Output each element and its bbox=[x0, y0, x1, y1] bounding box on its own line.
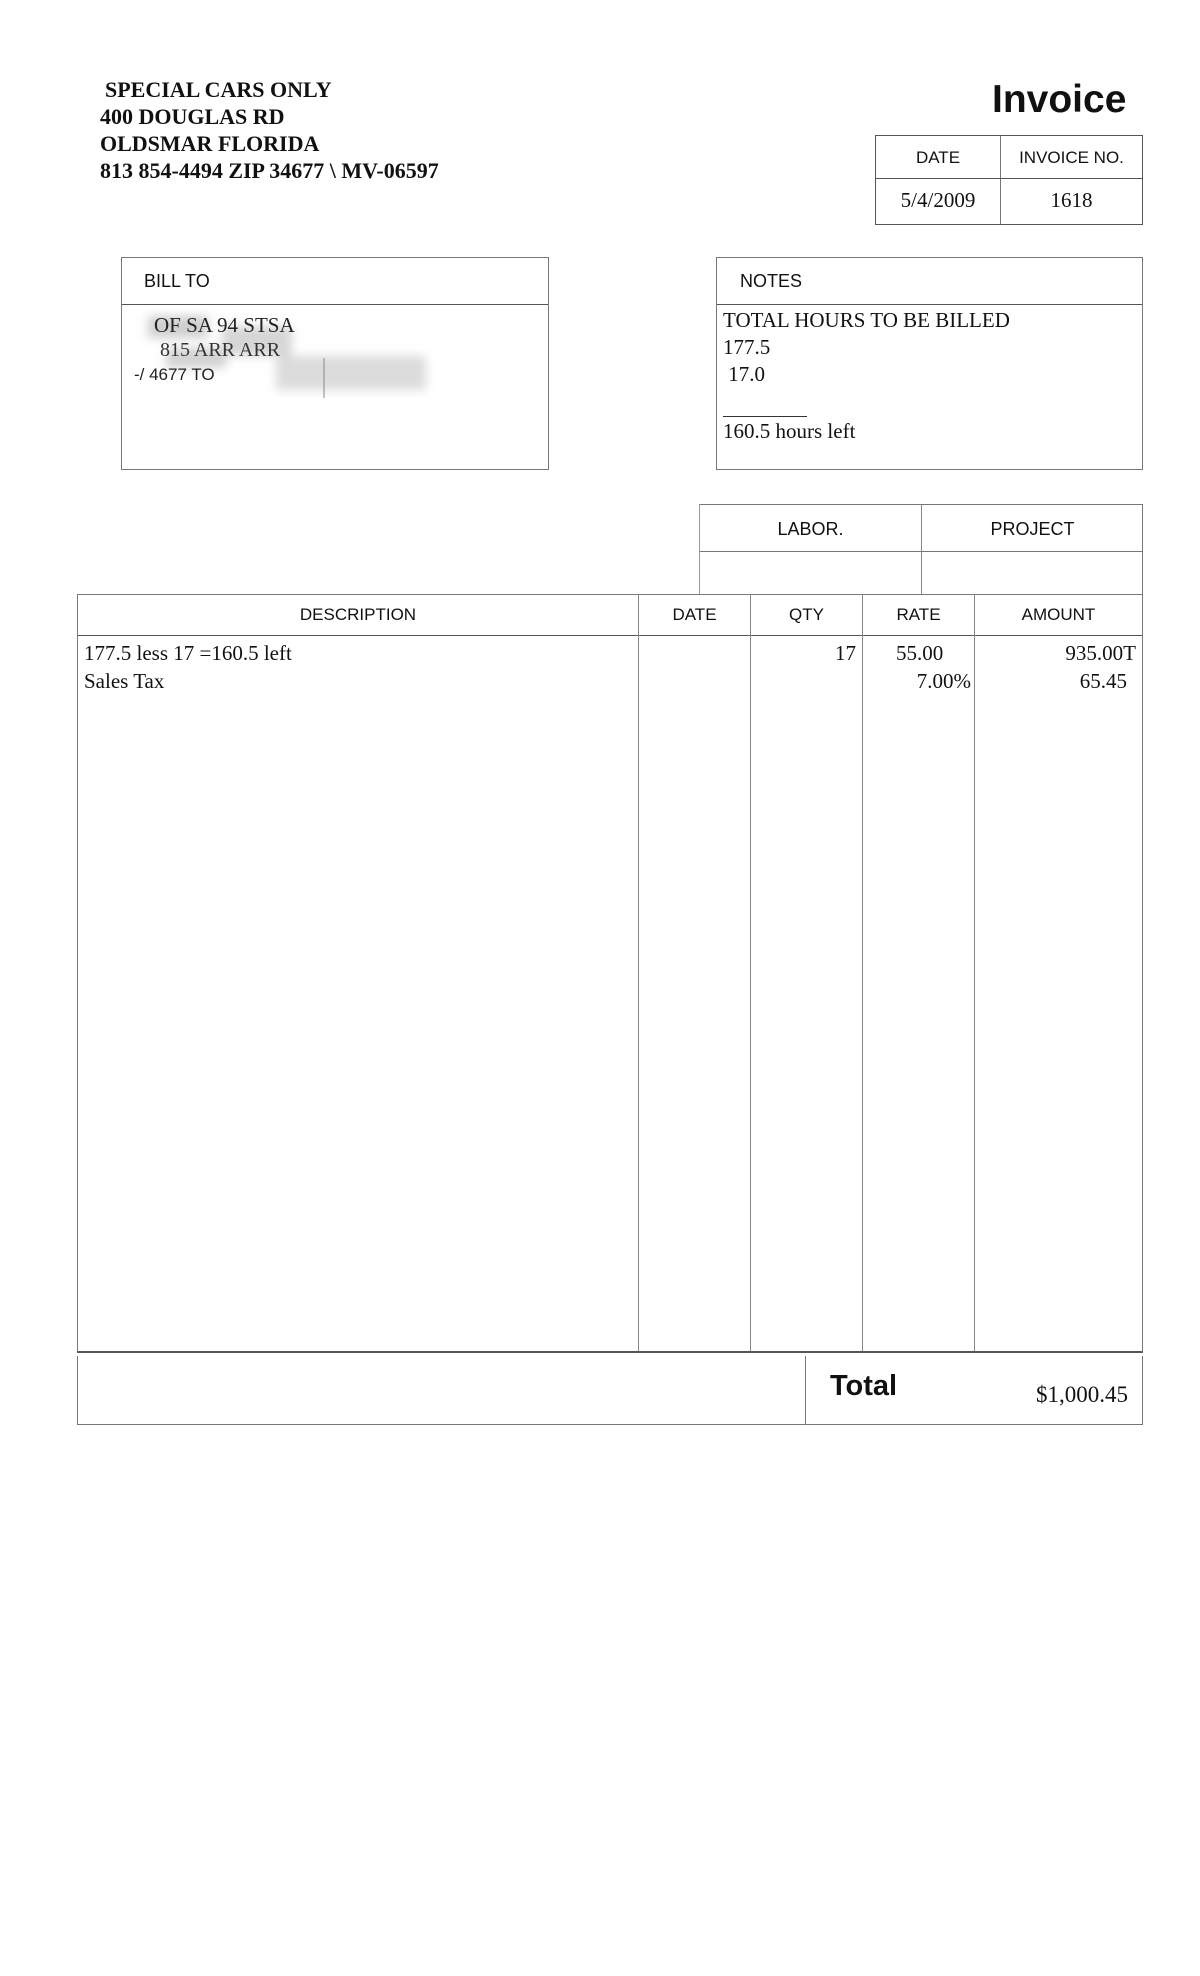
header-date: DATE bbox=[672, 605, 717, 624]
company-name: SPECIAL CARS ONLY bbox=[105, 77, 332, 102]
row-amount: 935.00T bbox=[1065, 641, 1136, 665]
redacted-address-image bbox=[126, 308, 436, 398]
divider bbox=[122, 304, 548, 305]
date-label: DATE bbox=[915, 148, 961, 167]
invoice-meta-box bbox=[875, 135, 1143, 225]
invoice-title: Invoice bbox=[992, 78, 1127, 121]
divider bbox=[700, 551, 1142, 552]
notes-lines bbox=[723, 307, 1010, 388]
notes-box bbox=[716, 257, 1143, 470]
column-divider bbox=[638, 595, 639, 1351]
svg-text:OF SA 94 STSA: OF SA 94 STSA bbox=[154, 313, 295, 337]
total-label: Total bbox=[830, 1370, 898, 1402]
invoice-number: 1618 bbox=[1050, 188, 1093, 212]
header-divider bbox=[78, 635, 1142, 636]
company-contact: 813 854-4494 ZIP 34677 \ MV-06597 bbox=[100, 158, 439, 183]
labor-label: LABOR. bbox=[777, 519, 844, 539]
labor-project-box bbox=[699, 504, 1143, 595]
total-amount: $1,000.45 bbox=[1036, 1382, 1128, 1407]
column-divider bbox=[862, 595, 863, 1351]
bill-to-box bbox=[121, 257, 549, 470]
items-table bbox=[77, 594, 1143, 1353]
notes-line: 17.0 bbox=[723, 362, 765, 386]
row-rate: 55.00 bbox=[896, 641, 944, 665]
notes-line: TOTAL HOURS TO BE BILLED bbox=[723, 308, 1010, 332]
header-rate: RATE bbox=[896, 605, 941, 624]
notes-line: 177.5 bbox=[723, 335, 771, 359]
divider bbox=[805, 1356, 806, 1424]
header-qty: QTY bbox=[789, 605, 824, 624]
invoice-no-label: INVOICE NO. bbox=[1019, 148, 1124, 167]
row-description: 177.5 less 17 =160.5 left bbox=[84, 641, 292, 665]
company-city: OLDSMAR FLORIDA bbox=[100, 131, 320, 156]
svg-text:815 ARR ARR: 815 ARR ARR bbox=[160, 339, 281, 361]
row-rate: 7.00% bbox=[916, 669, 971, 693]
total-box bbox=[77, 1356, 1143, 1425]
divider bbox=[717, 304, 1142, 305]
notes-hours-left: 160.5 hours left bbox=[723, 419, 856, 443]
svg-text:-/ 4677 TO: -/ 4677 TO bbox=[134, 365, 215, 384]
row-description: Sales Tax bbox=[84, 669, 165, 693]
company-info bbox=[100, 76, 439, 184]
divider bbox=[876, 178, 1142, 179]
project-label: PROJECT bbox=[990, 519, 1075, 539]
row-amount: 65.45 bbox=[1079, 669, 1127, 693]
company-address: 400 DOUGLAS RD bbox=[100, 104, 285, 129]
sum-rule bbox=[723, 416, 807, 417]
column-divider bbox=[750, 595, 751, 1351]
header-description: DESCRIPTION bbox=[299, 605, 417, 624]
invoice-date: 5/4/2009 bbox=[900, 188, 976, 212]
bill-to-label: BILL TO bbox=[144, 271, 210, 291]
column-divider bbox=[974, 595, 975, 1351]
row-qty: 17 bbox=[835, 641, 856, 665]
header-amount: AMOUNT bbox=[1021, 605, 1096, 624]
notes-label: NOTES bbox=[740, 271, 803, 291]
